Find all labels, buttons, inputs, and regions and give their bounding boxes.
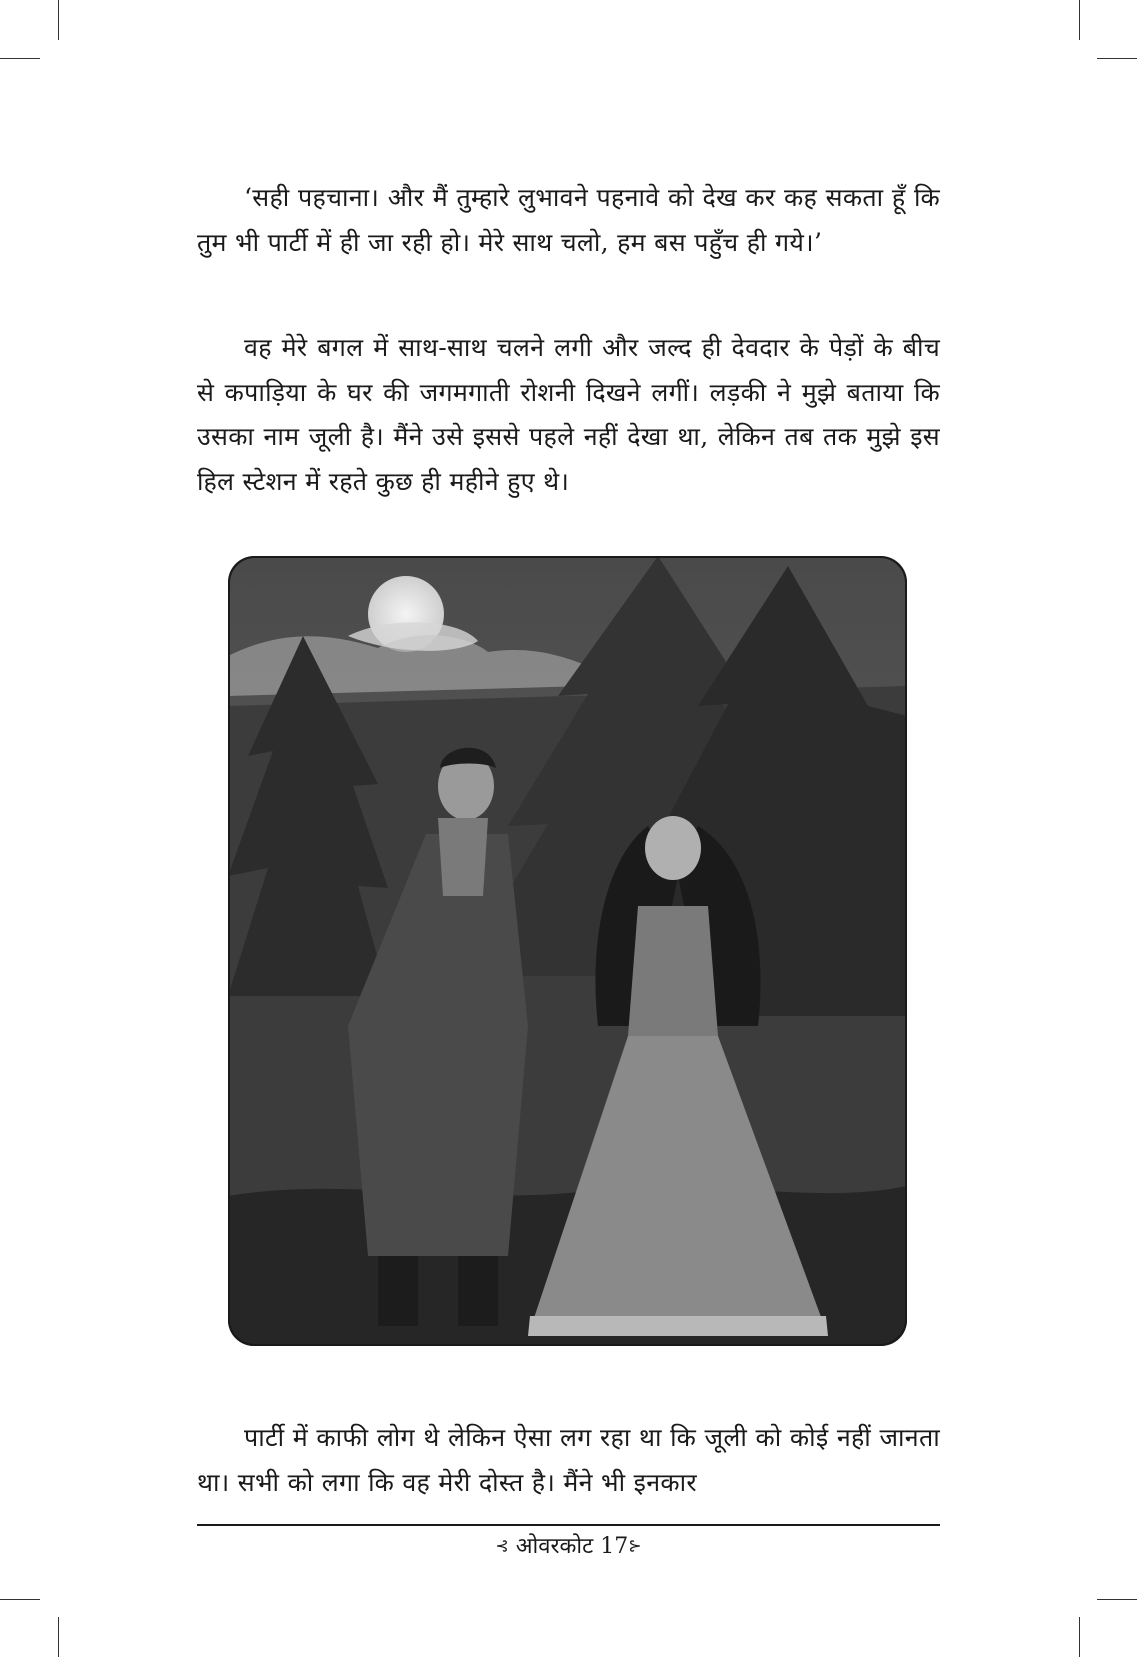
crop-mark <box>0 1599 40 1600</box>
page-footer <box>197 1532 940 1563</box>
ornament-left-icon: ⊰ <box>495 1536 509 1555</box>
paragraph-2: वह मेरे बगल में साथ-साथ चलने लगी और जल्द ही देवदार के पेड़ों के बीच से कपाड़िया के घर की जगमगाती रोशनी दिखने लगीं। लड़की ने मुझे बताया कि उसका नाम जूली है। मैंने उसे इससे पहले नहीं देखा था, लेकिन तब तक मुझे इस हिल स्टेशन में रहते कुछ ही महीने हुए थे। <box>197 333 940 496</box>
crop-mark <box>58 1617 59 1657</box>
story-illustration <box>228 556 907 1346</box>
crop-mark <box>0 58 40 59</box>
crop-mark <box>58 0 59 40</box>
crop-mark <box>1079 0 1080 40</box>
crop-mark <box>1079 1617 1080 1657</box>
crop-mark <box>1097 58 1137 59</box>
page-number: 17 <box>600 1534 629 1559</box>
crop-mark <box>1097 1599 1137 1600</box>
paragraph-1: ‘सही पहचाना। और मैं तुम्हारे लुभावने पहनावे को देख कर कह सकता हूँ कि तुम भी पार्टी में ही जा रही हो। मेरे साथ चलो, हम बस पहुँच ही गये।’ <box>197 183 940 257</box>
paragraph-3: पार्टी में काफी लोग थे लेकिन ऐसा लग रहा था कि जूली को कोई नहीं जानता था। सभी को लगा कि वह मेरी दोस्त है। मैंने भी इनकार <box>197 1423 940 1497</box>
running-title: ओवरकोट <box>515 1534 594 1559</box>
ornament-right-icon: ⊱ <box>628 1536 642 1555</box>
footer-rule <box>197 1524 940 1526</box>
